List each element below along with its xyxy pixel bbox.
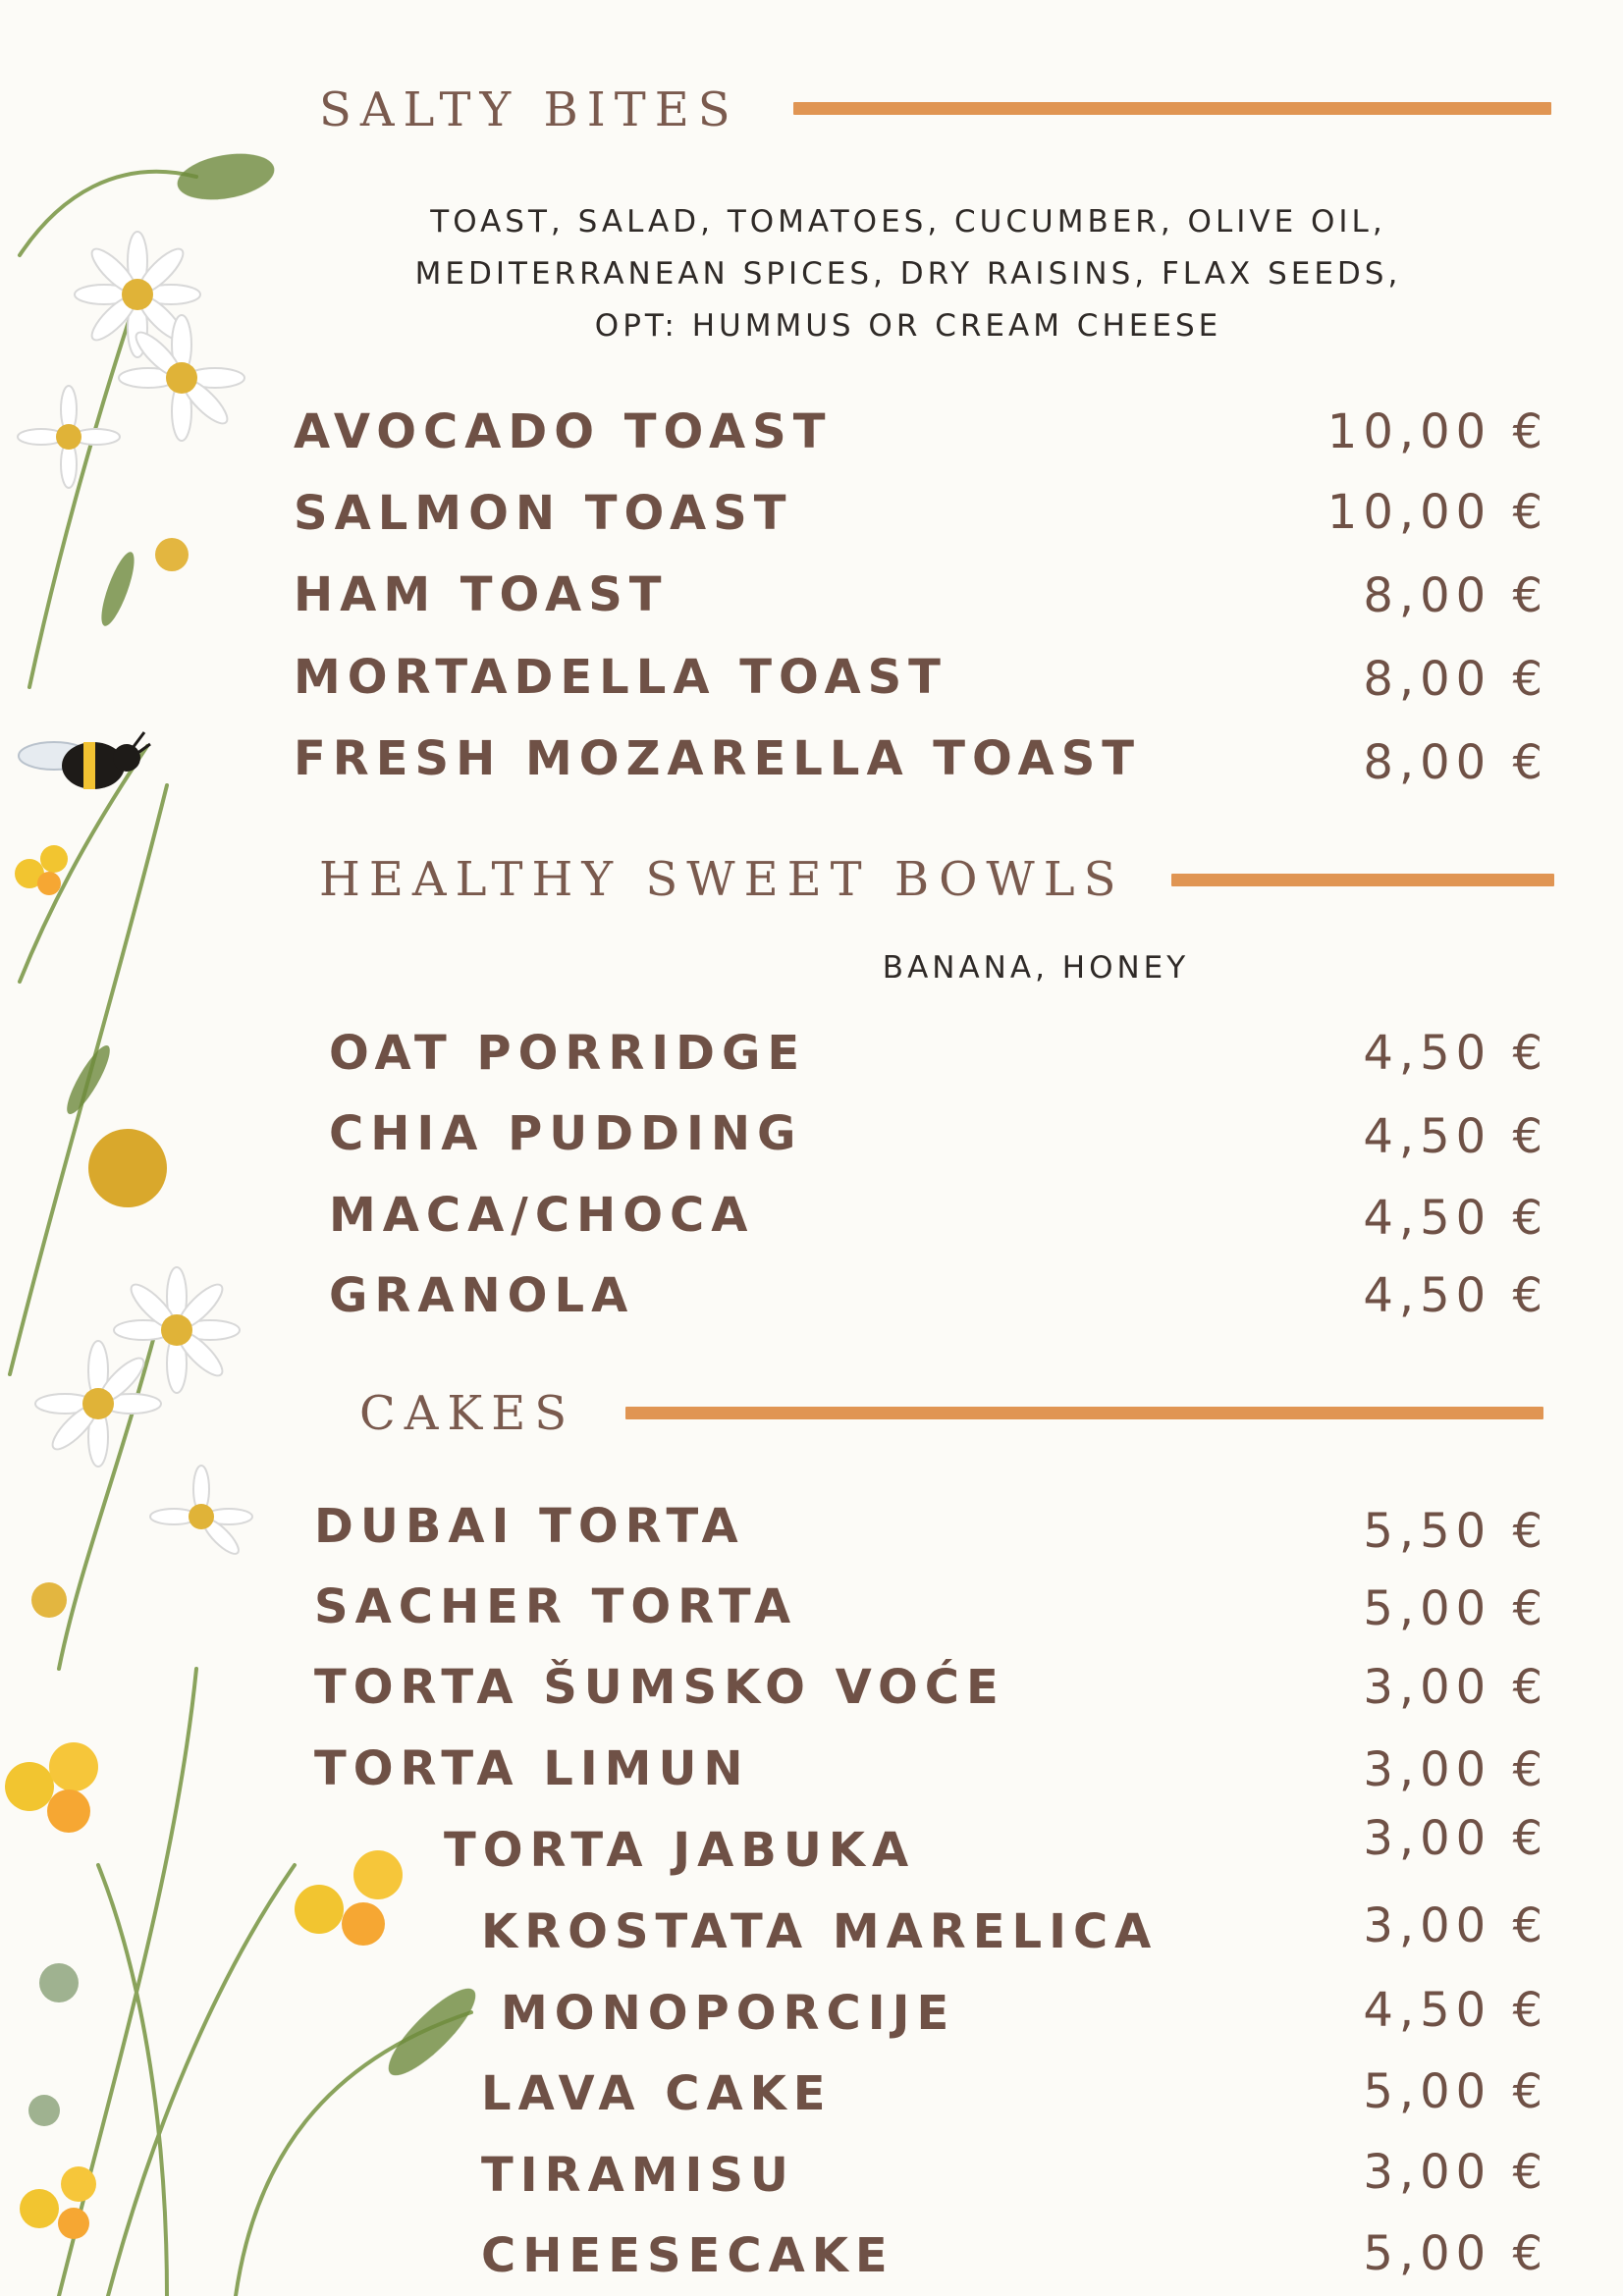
menu-item-name: OAT PORRIDGE [329,1026,807,1081]
menu-item-price: 8,00 € [1363,568,1548,623]
description-line: BANANA, HONEY [882,950,1190,986]
menu-item-name: DUBAI TORTA [314,1499,745,1554]
menu-item-price: 5,50 € [1363,1504,1548,1559]
section-title-cakes: CAKES [359,1386,576,1441]
menu-item-name: MACA/CHOCA [329,1188,755,1243]
menu-item-price: 4,50 € [1363,1026,1548,1081]
menu-item-price: 3,00 € [1363,2145,1548,2200]
menu-item-name: HAM TOAST [294,567,669,622]
section-divider [793,102,1551,115]
menu-item-name: KROSTATA MARELICA [481,1904,1159,1959]
menu-item-price: 3,00 € [1363,1898,1548,1953]
menu-item-name: FRESH MOZARELLA TOAST [294,731,1142,786]
menu-item-name: AVOCADO TOAST [294,404,833,459]
menu-item-price: 4,50 € [1363,1191,1548,1246]
menu-item-name: TORTA ŠUMSKO VOĆE [314,1660,1005,1715]
menu-item-name: MONOPORCIJE [501,1986,956,2041]
section-title-healthy-sweet-bowls: HEALTHY SWEET BOWLS [319,852,1125,907]
section-divider [1171,874,1554,886]
menu-item-price: 8,00 € [1363,735,1548,790]
menu-item-name: MORTADELLA TOAST [294,650,947,705]
description-line: TOAST, SALAD, TOMATOES, CUCUMBER, OLIVE OIL, [430,204,1386,240]
menu-item-price: 10,00 € [1326,404,1548,459]
menu-item-price: 10,00 € [1326,485,1548,540]
bee-icon [19,732,150,789]
menu-item-price: 3,00 € [1363,1660,1548,1715]
menu-item-price: 5,00 € [1363,2226,1548,2281]
menu-item-name: TORTA LIMUN [314,1741,750,1796]
menu-item-name: TORTA JABUKA [444,1823,916,1878]
menu-item-price: 4,50 € [1363,1983,1548,2038]
section-title-salty-bites: SALTY BITES [319,82,739,137]
menu-item-name: SACHER TORTA [314,1579,798,1634]
section-divider [625,1407,1543,1419]
menu-item-price: 3,00 € [1363,1811,1548,1866]
menu-item-price: 4,50 € [1363,1268,1548,1323]
section-description [324,196,1492,352]
menu-item-price: 4,50 € [1363,1109,1548,1164]
menu-item-price: 5,00 € [1363,2064,1548,2119]
menu-item-name: LAVA CAKE [481,2066,833,2121]
menu-item-price: 3,00 € [1363,1742,1548,1797]
menu-item-name: CHEESECAKE [481,2228,894,2283]
daisy-icon [18,232,252,1559]
description-line: OPT: HUMMUS OR CREAM CHEESE [594,308,1222,344]
menu-item-price: 5,00 € [1363,1581,1548,1636]
description-line: MEDITERRANEAN SPICES, DRY RAISINS, FLAX SEEDS, [414,256,1402,292]
menu-item-price: 8,00 € [1363,652,1548,707]
menu-item-name: GRANOLA [329,1268,635,1323]
menu-item-name: CHIA PUDDING [329,1106,803,1161]
menu-item-name: SALMON TOAST [294,486,793,541]
section-description [835,942,1237,994]
menu-item-name: TIRAMISU [481,2148,795,2203]
